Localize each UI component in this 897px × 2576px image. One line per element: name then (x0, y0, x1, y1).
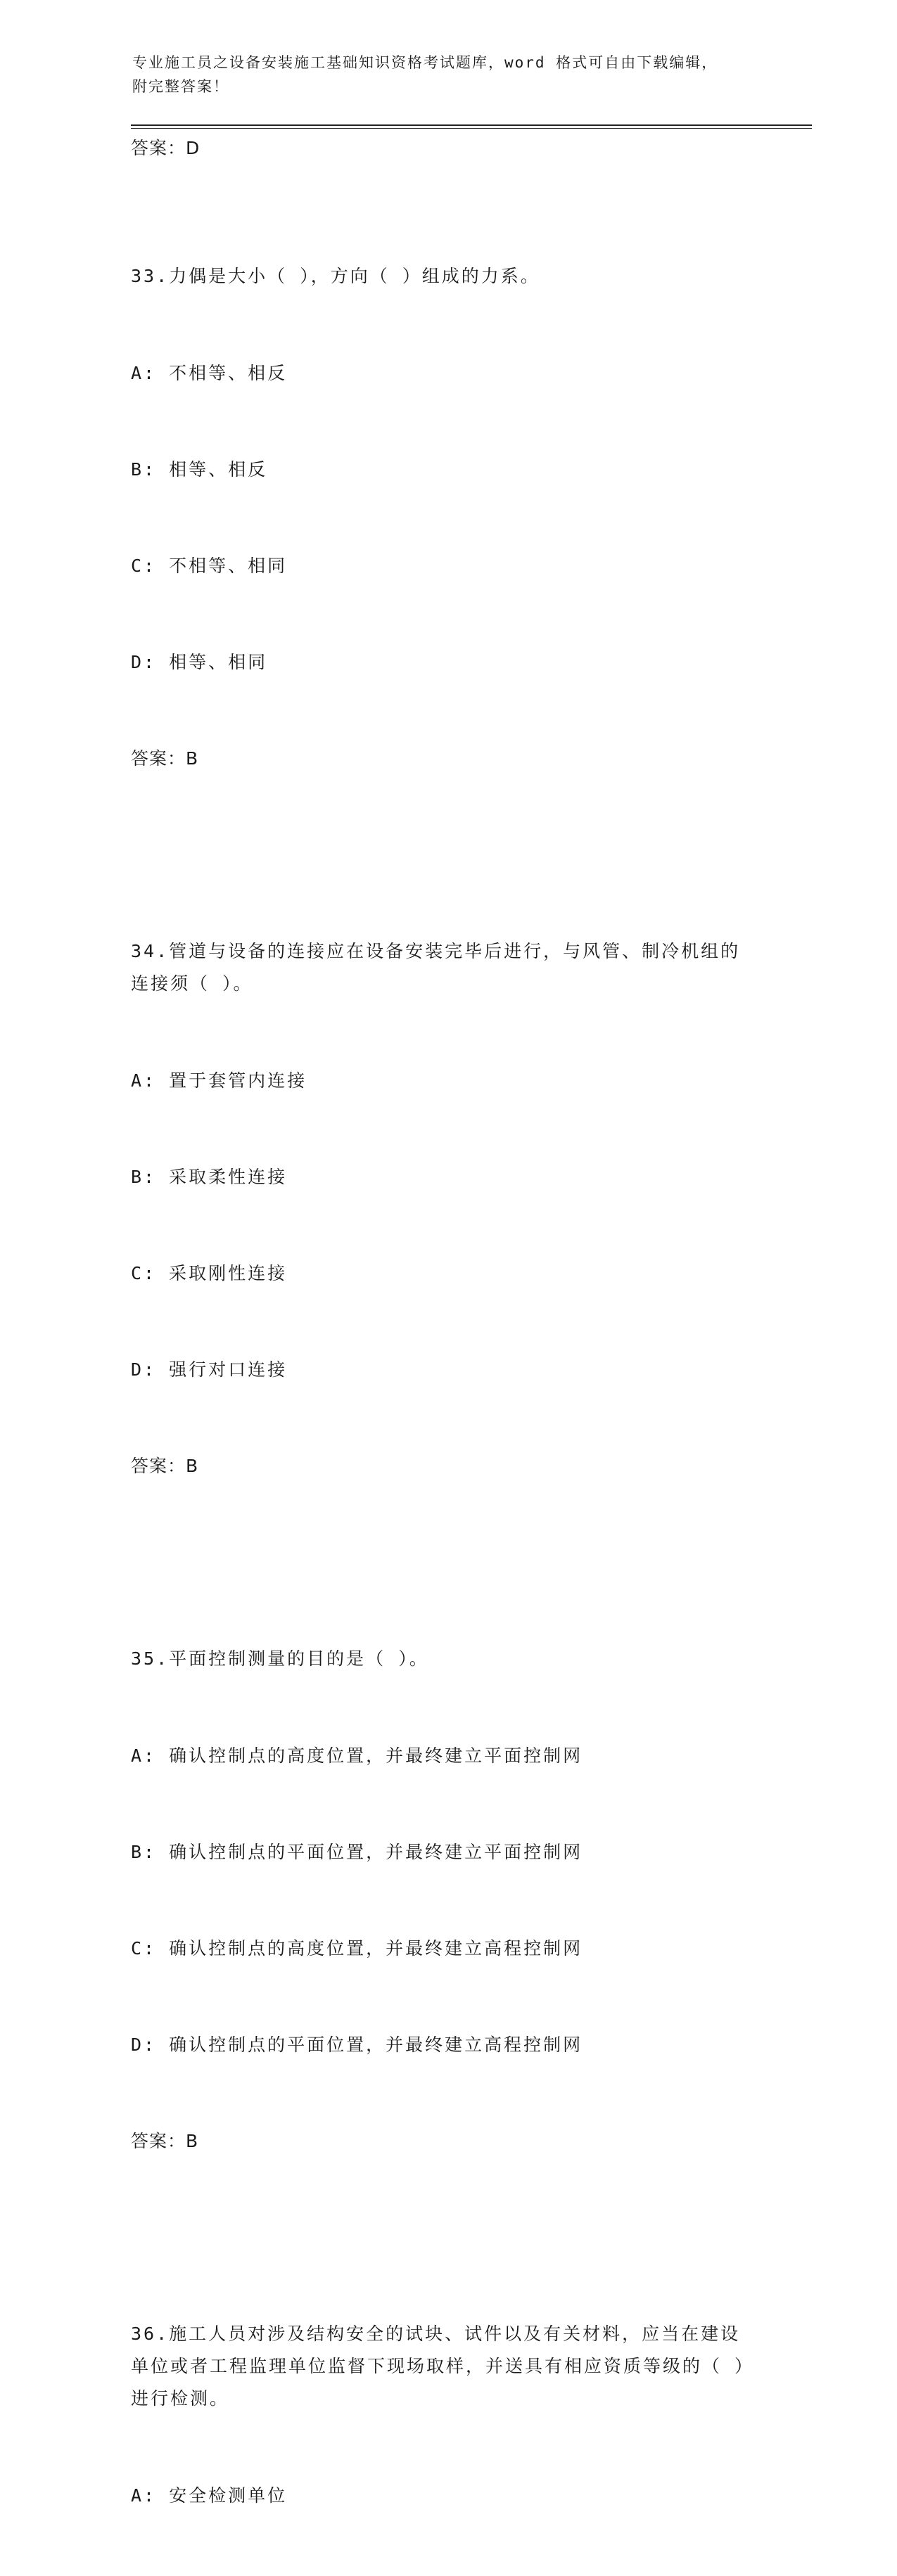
option-d: D: 确认控制点的平面位置，并最终建立高程控制网 (131, 2034, 583, 2055)
answer-line: 答案：D (131, 138, 201, 158)
document-header (132, 51, 751, 98)
option-c: C: 采取刚性连接 (131, 1263, 288, 1283)
option-a: A: 安全检测单位 (131, 2485, 288, 2506)
question-text: 35.平面控制测量的目的是（ ）。 (131, 1648, 429, 1669)
option-c: C: 确认控制点的高度位置，并最终建立高程控制网 (131, 1938, 583, 1959)
question-block (131, 2253, 764, 2576)
header-rule-thick (131, 124, 812, 126)
question-block (131, 196, 764, 840)
option-b: B: 相等、相反 (131, 459, 268, 480)
header-rule-thin (131, 128, 812, 129)
answer-line: 答案：B (131, 2131, 199, 2151)
option-b: B: 采取柔性连接 (131, 1167, 288, 1187)
question-text: 34.管道与设备的连接应在设备安装完毕后进行，与风管、制冷机组的连接须（ ）。 (131, 941, 741, 994)
option-a: A: 不相等、相反 (131, 363, 288, 383)
answer-line: 答案：B (131, 1456, 199, 1476)
question-text: 33.力偶是大小（ ），方向（ ）组成的力系。 (131, 266, 540, 286)
option-b: B: 确认控制点的平面位置，并最终建立平面控制网 (131, 1842, 583, 1862)
option-d: D: 相等、相同 (131, 652, 268, 672)
question-text: 36.施工人员对涉及结构安全的试块、试件以及有关材料，应当在建设单位或者工程监理单位监督下现场取样，并送具有相应资质等级的（ ）进行检测。 (131, 2324, 746, 2409)
option-a: A: 置于套管内连接 (131, 1070, 307, 1091)
option-a: A: 确认控制点的高度位置，并最终建立平面控制网 (131, 1745, 583, 1766)
header-line-2: 附完整答案！ (132, 78, 229, 95)
question-list (131, 132, 764, 2576)
answer-line: 答案：B (131, 748, 199, 769)
option-c: C: 不相等、相同 (131, 556, 288, 576)
option-d: D: 强行对口连接 (131, 1359, 288, 1380)
header-line-1: 专业施工员之设备安装施工基础知识资格考试题库，word 格式可自由下载编辑， (132, 54, 718, 71)
question-block (131, 1578, 764, 2222)
question-block (131, 871, 764, 1547)
